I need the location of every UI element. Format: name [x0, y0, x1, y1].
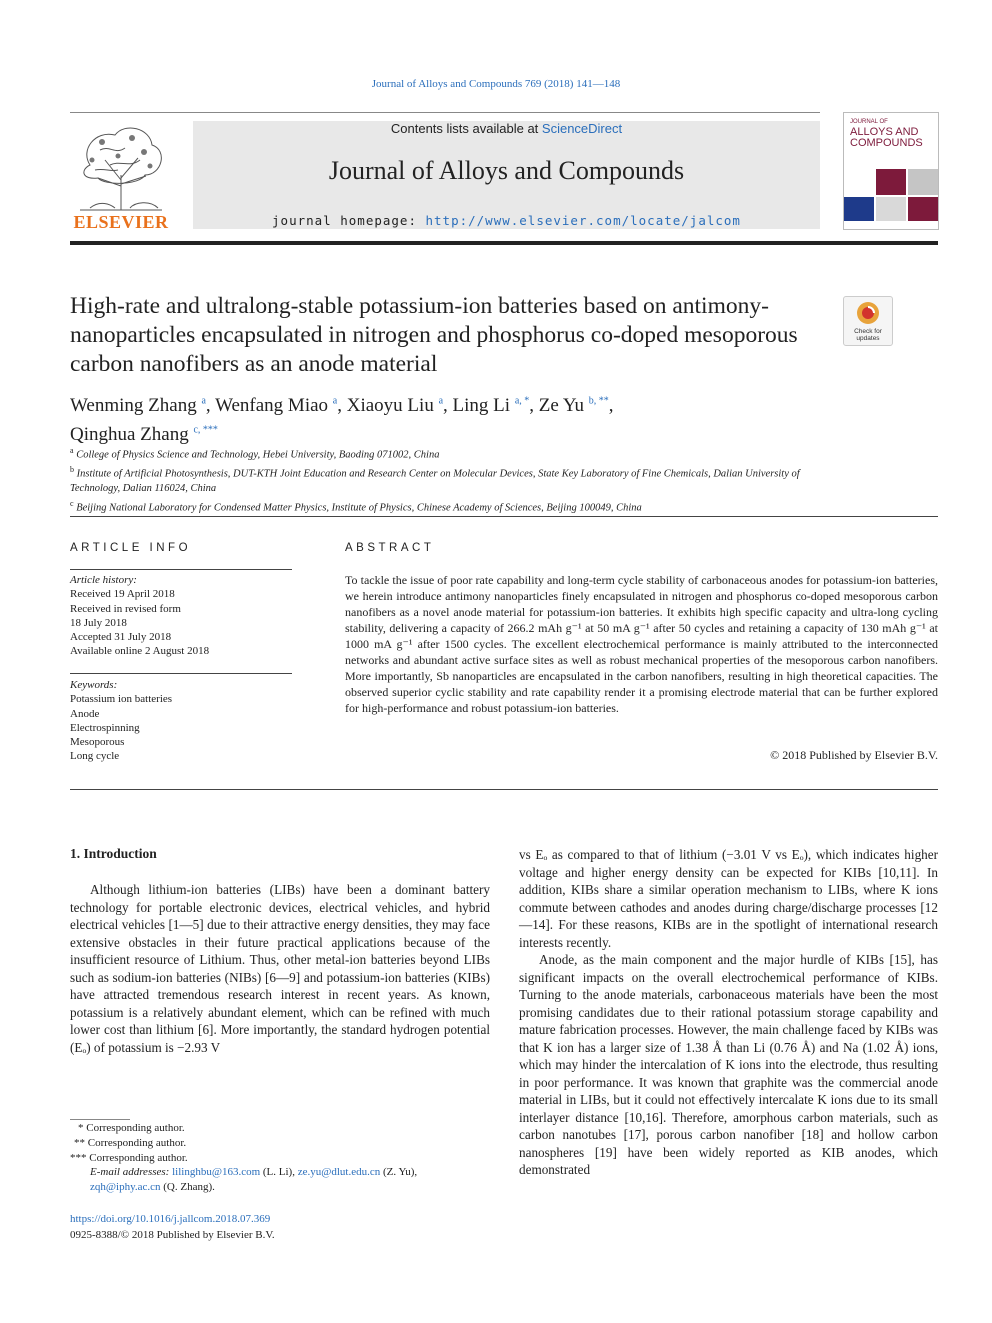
- sciencedirect-link[interactable]: ScienceDirect: [541, 121, 623, 136]
- journal-title: Journal of Alloys and Compounds: [328, 156, 685, 185]
- section-heading-introduction: 1. Introduction: [70, 846, 157, 861]
- intro-left-column: [70, 881, 490, 1056]
- author-list: [70, 390, 830, 447]
- email-link[interactable]: lilinghbu@163.com: [172, 1166, 261, 1179]
- keyword: Potassium ion batteries: [70, 693, 173, 706]
- paper-title: High-rate and ultralong-stable potassium-ion batteries based on antimony-nanoparticles encapsulated in nitrogen and phosphorus co-doped mesoporous carbon nanofibers as an anode material: [70, 293, 798, 377]
- author[interactable]: Wenfang Miao $^a$,: [215, 395, 347, 417]
- author[interactable]: Qinghua Zhang $^{c, ***}$: [70, 423, 218, 445]
- history-item: Available online 2 August 2018: [70, 645, 210, 658]
- header-thick-rule: [70, 241, 938, 245]
- paragraph: Anode, as the main component and the major hurdle of KIBs [15], has significant impacts on the overall electrochemical performance of KIBs. Turning to the anode materials, carbonaceous materials have been the most promising candidates due to their rational potassium storage capability and mature fabrication processes. However, the main challenge faced by KIBs was that K ion has a larger size of 1.38 Å than Li (0.76 Å) and Na (1.02 Å) ions, which may hinder the intercalation of K ions into the electrode, thus resulting in poor performance. It was known that graphite was the commercial anode material in LIBs, but it could not effectively intercalate K ions due to its small interlayer distance [10,16]. Therefore, amorphous carbon materials, such as carbon nanotubes [17], porous carbon nanofiber [18] and hollow carbon nanospheres [19] have been widely reported as KIB anodes, which demonstrated: [519, 952, 938, 1177]
- contents-line: [193, 121, 820, 136]
- article-info-heading: ARTICLE INFO: [70, 542, 192, 554]
- section-rule: [70, 516, 938, 517]
- author[interactable]: Wenming Zhang $^a$,: [70, 395, 216, 417]
- journal-cover-thumbnail[interactable]: [843, 112, 939, 230]
- cover-small-text: JOURNAL OF: [850, 119, 888, 125]
- doi-link[interactable]: https://doi.org/10.1016/j.jallcom.2018.07.369: [70, 1213, 271, 1225]
- header-rule: [70, 112, 820, 113]
- intro-right-column: [519, 846, 938, 1179]
- keyword: Electrospinning: [70, 721, 140, 734]
- email-link[interactable]: zqh@iphy.ac.cn: [90, 1181, 161, 1194]
- svg-text:Check for: Check for: [854, 328, 882, 335]
- elsevier-wordmark: ELSEVIER: [73, 212, 169, 232]
- history-item: Received 19 April 2018: [70, 588, 175, 601]
- history-item: Accepted 31 July 2018: [70, 631, 172, 644]
- history-item: Received in revised form: [70, 602, 181, 615]
- email-label: E-mail addresses:: [90, 1166, 170, 1179]
- abstract-copyright: © 2018 Published by Elsevier B.V.: [770, 748, 938, 762]
- svg-text:updates: updates: [856, 335, 880, 342]
- affiliation-b: $^b$ Institute of Artificial Photosynthesis, DUT-KTH Joint Education and Research Center on Molecular Devices, State Key Laboratory of Fine Chemicals, Dalian University of Technology, Dalian 116024, China: [70, 465, 800, 494]
- footnotes: [70, 1121, 490, 1195]
- abstract-text: To tackle the issue of poor rate capability and long-term cycle stability of carbonaceous anodes for potassium-ion batteries, we herein introduce antimony nanoparticles finely encapsulated in nitrogen and phosphorus co-doped mesoporous carbon nanofibers as a novel anode material for potassium-ion batteries. It exhibits high specific capacity and ultra-long cycling stability, delivering a capacity of 266.2 mAh g⁻¹ at 50 mA g⁻¹ after 50 cycles and retaining a capacity of 130 mAh g⁻¹ at 1000 mA g⁻¹ after 1500 cycles. The excellent electrochemical performance is mainly attributed to the interconnected networks and abundant active surface sites as well as robust mechanical properties of the mesoporous carbon nanofibers. More importantly, Sb nanoparticles are encapsulated in the carbon nanofibers, resulting in high theoretical capacities. The observed superior cyclic stability and rate capability render it a promising electrode material that can be further explored for high-performance and robust potassium-ion batteries.: [345, 573, 938, 715]
- keyword: Anode: [70, 707, 100, 720]
- email-owner: (L. Li),: [262, 1166, 295, 1179]
- paragraph: Although lithium-ion batteries (LIBs) have been a dominant battery technology for portable electronic devices, electrical vehicles, and hybrid electrical vehicles [1—5] due to their attractive energy densities, they may face extensive obstacles in their future practical applications because of the insufficient resource of Lithium. Thus, other metal-ion batteries beyond LIBs such as sodium-ion batteries (NIBs) [6—9] and potassium-ion batteries (KIBs) have attracted tremendous research interest in recent years. As known, potassium is a relatively abundant element, which can be refined with much lower cost than lithium [6]. More importantly, the standard hydrogen potential (Eₒ) of potassium is −2.93 V: [70, 882, 490, 1055]
- keyword: Long cycle: [70, 750, 120, 763]
- author[interactable]: Ze Yu $^{b, **}$,: [538, 395, 614, 417]
- article-history: [70, 573, 292, 659]
- email-owner: (Q. Zhang).: [163, 1181, 215, 1194]
- homepage-prefix: journal homepage:: [272, 213, 426, 228]
- email-owner: (Z. Yu),: [383, 1166, 418, 1179]
- email-link[interactable]: ze.yu@dlut.edu.cn: [297, 1166, 381, 1179]
- info-rule: [70, 673, 292, 674]
- journal-homepage: [193, 213, 820, 228]
- footnote-corresponding: ** Corresponding author.: [74, 1136, 187, 1149]
- keywords-label: Keywords:: [70, 679, 118, 691]
- contents-prefix: Contents lists available at: [390, 121, 542, 136]
- footnote-emails: [70, 1165, 490, 1195]
- footnote-corresponding: * Corresponding author.: [78, 1122, 185, 1134]
- abstract-heading: ABSTRACT: [345, 542, 435, 554]
- info-rule: [70, 569, 292, 570]
- affiliations: [70, 444, 830, 516]
- issn-copyright: 0925-8388/© 2018 Published by Elsevier B.V.: [70, 1229, 275, 1241]
- cover-title: ALLOYS AND COMPOUNDS: [850, 126, 923, 149]
- history-item: 18 July 2018: [70, 616, 127, 629]
- check-for-updates-badge[interactable]: [843, 296, 893, 346]
- homepage-link[interactable]: http://www.elsevier.com/locate/jalcom: [425, 213, 741, 228]
- affiliation-c: $^c$ Beijing National Laboratory for Condensed Matter Physics, Institute of Physics, Chinese Academy of Sciences, Beijing 100049, China: [70, 498, 642, 513]
- keywords: [70, 678, 292, 764]
- journal-citation[interactable]: Journal of Alloys and Compounds 769 (2018) 141—148: [371, 78, 621, 90]
- affiliation-a: $^a$ College of Physics Science and Technology, Hebei University, Baoding 071002, China: [70, 446, 440, 461]
- keyword: Mesoporous: [70, 736, 125, 749]
- history-label: Article history:: [70, 574, 137, 586]
- doi-block: [70, 1211, 490, 1243]
- paragraph: vs Eₒ as compared to that of lithium (−3.01 V vs Eₒ), which indicates higher voltage and higher energy density can be expected for KIBs [10,11]. In addition, KIBs share a similar operation mechanism to LIBs, where K ions commute between cathodes and anodes during charge/discharge processes [12—14]. For these reasons, KIBs are in the spotlight of international research interests recently.: [519, 847, 938, 950]
- author[interactable]: Xiaoyu Liu $^a$,: [346, 395, 453, 417]
- footnote-rule: [70, 1119, 130, 1120]
- body-rule: [70, 789, 938, 790]
- author[interactable]: Ling Li $^{a, *}$,: [452, 395, 539, 417]
- footnote-corresponding: *** Corresponding author.: [70, 1151, 188, 1164]
